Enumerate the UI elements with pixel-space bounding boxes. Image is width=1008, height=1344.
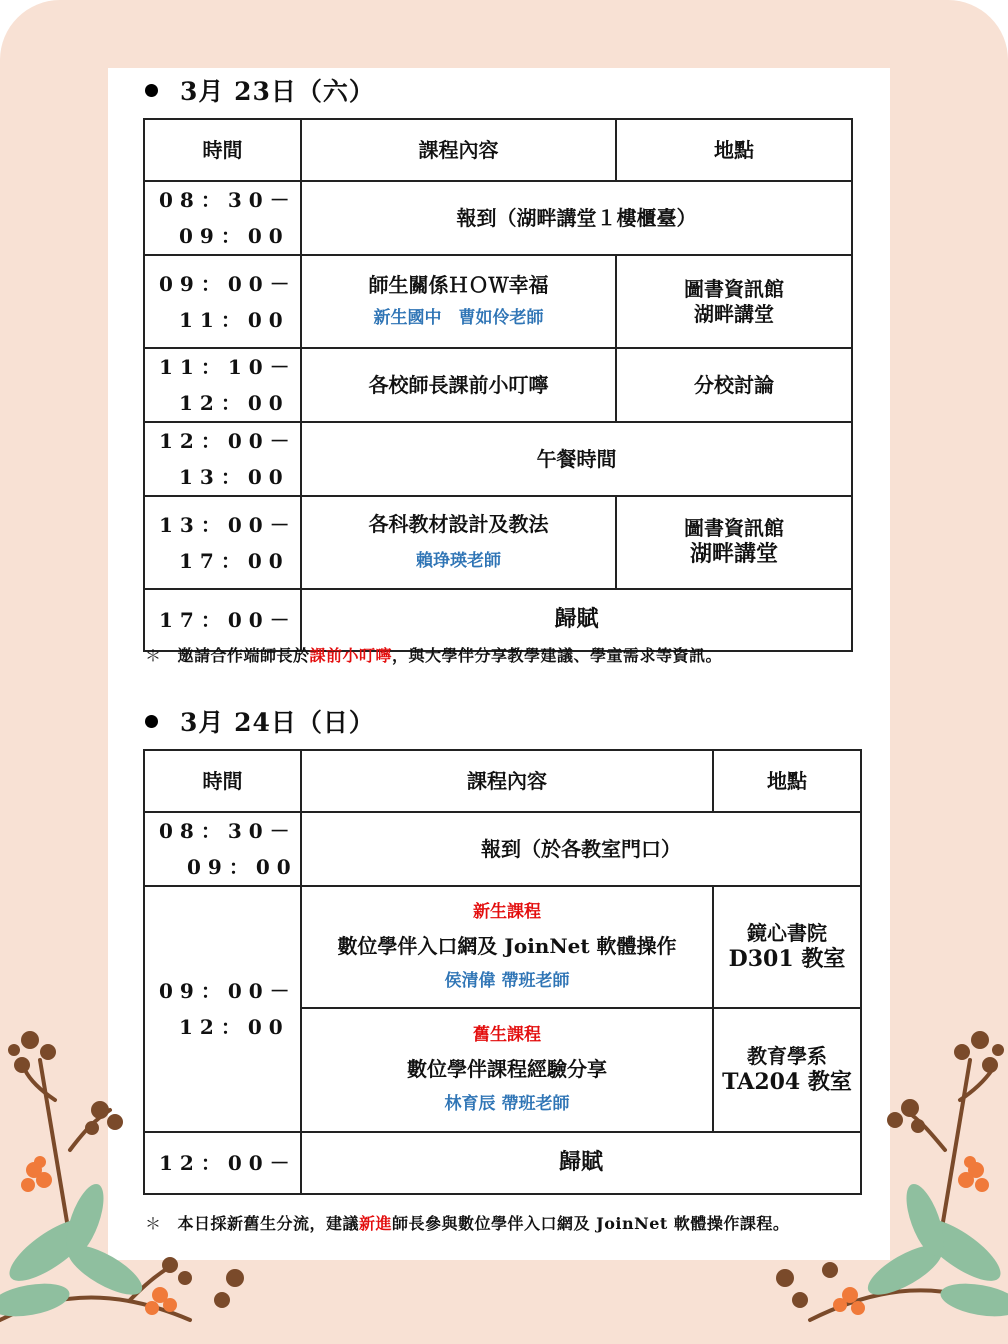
- time-cell: [144, 496, 301, 589]
- note-text: 本日採新舊生分流，建議: [177, 1214, 360, 1233]
- time-start: 12：00－: [159, 1151, 297, 1175]
- location-cell: [616, 255, 852, 348]
- course-title: 各科教材設計及教法: [368, 512, 549, 537]
- day2-heading-text: 3月 24日（日）: [180, 708, 375, 737]
- location-line: 圖書資訊館: [684, 516, 784, 541]
- speaker: 林育辰 帶班老師: [444, 1093, 570, 1114]
- table-row: [144, 422, 852, 496]
- time-start: 08：30－: [159, 188, 297, 212]
- table-row: [144, 589, 852, 651]
- header-location: 地點: [616, 119, 852, 181]
- time-end: 17：00: [179, 548, 290, 573]
- content-cell: 歸賦: [301, 589, 852, 651]
- bullet-icon: [145, 84, 158, 97]
- time-end: 09：00: [179, 224, 290, 248]
- location-line: 圖書資訊館: [684, 276, 784, 301]
- header-content: 課程內容: [301, 119, 616, 181]
- note-text: 邀請合作端師長於: [177, 646, 310, 665]
- speaker: 新生國中 曹如伶老師: [373, 308, 544, 329]
- table-row: [144, 1132, 861, 1194]
- day2-heading: [145, 703, 375, 739]
- location-line: 湖畔講堂: [689, 541, 778, 568]
- content-cell: 報到（湖畔講堂１樓櫃臺）: [301, 181, 852, 255]
- note-text: ，與大學伴分享教學建議、學童需求等資訊。: [392, 646, 723, 665]
- table-row: [144, 496, 852, 589]
- time-start: 13：00－: [159, 512, 297, 537]
- location-line: D301 教室: [728, 945, 846, 972]
- course-title: 數位學伴入口網及 JoinNet 軟體操作: [337, 933, 677, 958]
- speaker: 侯清偉 帶班老師: [444, 970, 570, 991]
- course-tag: 舊生課程: [473, 1025, 541, 1046]
- course-title: 師生關係ＨＯＷ幸福: [368, 273, 549, 298]
- table-row: [144, 348, 852, 422]
- flower-branch-right-icon: [770, 1020, 1008, 1344]
- content-cell: [301, 255, 616, 348]
- time-start: 09：00－: [159, 271, 297, 296]
- note-highlight: 課前小叮嚀: [309, 646, 393, 665]
- time-cell: [144, 812, 301, 886]
- flower-branch-left-icon: [0, 1020, 250, 1344]
- location-line: 鏡心書院: [747, 920, 827, 945]
- asterisk: ＊: [145, 646, 162, 665]
- time-cell: [144, 348, 301, 422]
- header-time: 時間: [144, 119, 301, 181]
- time-start: 09：00－: [159, 979, 297, 1003]
- location-line: 湖畔講堂: [694, 301, 774, 326]
- course-tag: 新生課程: [473, 902, 541, 923]
- content-cell: 歸賦: [301, 1132, 861, 1194]
- content-cell: [301, 496, 616, 589]
- location-cell: [616, 496, 852, 589]
- course-title: 數位學伴課程經驗分享: [407, 1056, 607, 1081]
- day1-heading-text: 3月 23日（六）: [180, 77, 375, 106]
- location-cell: [713, 886, 861, 1008]
- note-text: 師長參與數位學伴入口網及 JoinNet 軟體操作課程。: [392, 1214, 790, 1233]
- time-cell: [144, 181, 301, 255]
- time-end: 13：00: [179, 465, 290, 489]
- time-cell: [144, 422, 301, 496]
- content-cell: 報到（於各教室門口）: [301, 812, 861, 886]
- content-cell: 各校師長課前小叮嚀: [301, 348, 616, 422]
- time-start: 11：10－: [159, 355, 297, 379]
- time-start: 12：00－: [159, 429, 297, 453]
- location-cell: 分校討論: [616, 348, 852, 422]
- asterisk: ＊: [145, 1214, 162, 1233]
- content-cell: [301, 1008, 713, 1132]
- day1-schedule-table: [143, 118, 853, 652]
- table-row: [144, 886, 861, 1008]
- time-cell: [144, 589, 301, 651]
- time-start: 08：30－: [159, 819, 297, 843]
- header-content: 課程內容: [301, 750, 713, 812]
- location-line: TA204 教室: [722, 1068, 852, 1095]
- note-highlight: 新進: [359, 1214, 393, 1233]
- time-cell: [144, 255, 301, 348]
- table-row: [144, 812, 861, 886]
- table-row: [144, 181, 852, 255]
- table-header-row: [144, 750, 861, 812]
- bullet-icon: [145, 715, 158, 728]
- time-end: 12：00: [179, 391, 290, 415]
- day2-schedule-table: [143, 749, 862, 1195]
- content-cell: [301, 886, 713, 1008]
- time-end: 09：00: [187, 855, 298, 879]
- day1-heading: [145, 72, 375, 108]
- content-cell: 午餐時間: [301, 422, 852, 496]
- table-header-row: [144, 119, 852, 181]
- table-row: [144, 255, 852, 348]
- day1-note: [145, 643, 722, 666]
- location-line: 教育學系: [747, 1043, 827, 1068]
- header-location: 地點: [713, 750, 861, 812]
- speaker: 賴琤瑛老師: [416, 551, 501, 572]
- time-end: 12：00: [179, 1015, 290, 1039]
- header-time: 時間: [144, 750, 301, 812]
- time-end: 11：00: [179, 307, 290, 332]
- time-start: 17：00－: [159, 608, 297, 632]
